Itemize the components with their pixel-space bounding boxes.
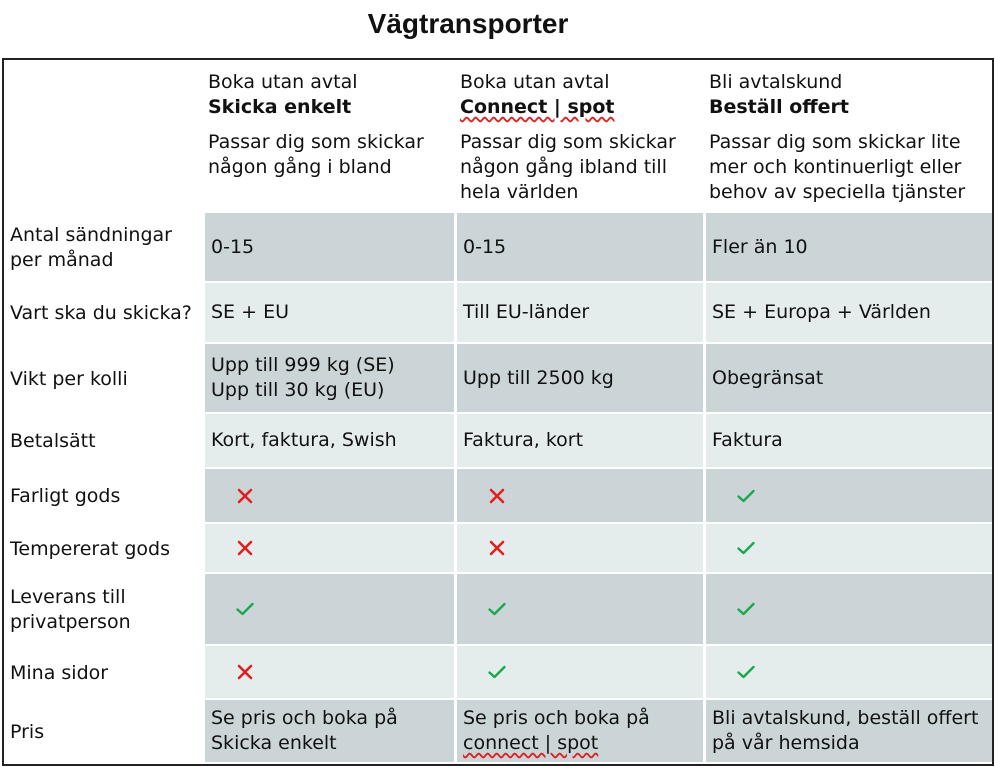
table-cell bbox=[703, 574, 992, 646]
cross-icon bbox=[235, 486, 255, 506]
page-title: Vägtransporter bbox=[367, 8, 569, 39]
table-cell bbox=[703, 469, 992, 524]
table-cell bbox=[454, 700, 703, 764]
table-cell bbox=[202, 700, 454, 764]
header-option-name: Connect | spot bbox=[460, 96, 615, 118]
table-cell bbox=[703, 700, 992, 764]
table-cell bbox=[454, 524, 703, 574]
header-connect-spot bbox=[454, 60, 703, 213]
cross-icon bbox=[235, 662, 255, 682]
check-icon bbox=[487, 599, 507, 619]
table-cell bbox=[202, 469, 454, 524]
table-cell bbox=[202, 574, 454, 646]
row-label: Leverans till privatperson bbox=[10, 586, 131, 633]
row-label: Mina sidor bbox=[10, 661, 109, 684]
header-subtitle: Bli avtalskund bbox=[709, 71, 843, 93]
table-cell bbox=[454, 574, 703, 646]
row-label: Pris bbox=[10, 720, 45, 743]
table-cell bbox=[454, 646, 703, 700]
row-label: Tempererat gods bbox=[10, 537, 170, 560]
check-icon bbox=[487, 662, 507, 682]
check-icon bbox=[736, 662, 756, 682]
cell-line: Upp till 30 kg (EU) bbox=[211, 379, 385, 401]
header-option-name: Beställ offert bbox=[709, 96, 850, 118]
row-label: Betalsätt bbox=[10, 430, 96, 452]
header-skicka-enkelt bbox=[202, 60, 454, 213]
cell-line: Skicka enkelt bbox=[211, 732, 337, 754]
table-cell: 0-15 bbox=[454, 213, 703, 283]
header-description: Passar dig som skickar någon gång i bland bbox=[208, 131, 424, 178]
cross-icon bbox=[487, 538, 507, 558]
header-subtitle: Boka utan avtal bbox=[208, 71, 358, 93]
cell-line: Se pris och boka på bbox=[211, 707, 398, 729]
row-label: Vart ska du skicka? bbox=[10, 302, 192, 324]
cell-line: Se pris och boka på bbox=[463, 707, 650, 729]
header-description: Passar dig som skickar lite mer och kontinuerligt eller behov av speciella tjänster bbox=[709, 131, 966, 203]
cell-line: Upp till 999 kg (SE) bbox=[211, 354, 395, 376]
table-cell: Kort, faktura, Swish bbox=[202, 414, 454, 469]
cell-line: på vår hemsida bbox=[712, 732, 860, 754]
table-cell: Till EU-länder bbox=[454, 283, 703, 344]
comparison-grid bbox=[4, 60, 992, 764]
table-cell bbox=[454, 469, 703, 524]
table-cell: Fler än 10 bbox=[703, 213, 992, 283]
header-option-name: Skicka enkelt bbox=[208, 96, 352, 118]
table-cell bbox=[202, 344, 454, 414]
cell-line: connect | spot bbox=[463, 732, 599, 754]
row-label: Farligt gods bbox=[10, 485, 121, 507]
table-cell: Faktura bbox=[703, 414, 992, 469]
table-cell: 0-15 bbox=[202, 213, 454, 283]
cross-icon bbox=[235, 538, 255, 558]
table-cell bbox=[202, 524, 454, 574]
header-empty-cell bbox=[4, 60, 202, 213]
table-cell: Faktura, kort bbox=[454, 414, 703, 469]
table-cell: Obegränsat bbox=[703, 344, 992, 414]
cell-line: Bli avtalskund, beställ offert bbox=[712, 707, 979, 729]
row-label: Antal sändningar per månad bbox=[10, 224, 172, 271]
check-icon bbox=[736, 599, 756, 619]
check-icon bbox=[235, 599, 255, 619]
table-cell: SE + EU bbox=[202, 283, 454, 344]
table-cell bbox=[703, 646, 992, 700]
table-cell: SE + Europa + Världen bbox=[703, 283, 992, 344]
check-icon bbox=[736, 486, 756, 506]
comparison-table bbox=[2, 58, 994, 766]
table-cell bbox=[202, 646, 454, 700]
header-subtitle: Boka utan avtal bbox=[460, 71, 610, 93]
table-cell: Upp till 2500 kg bbox=[454, 344, 703, 414]
check-icon bbox=[736, 538, 756, 558]
header-bestall-offert bbox=[703, 60, 992, 213]
row-label: Vikt per kolli bbox=[10, 367, 128, 390]
cross-icon bbox=[487, 486, 507, 506]
header-description: Passar dig som skickar någon gång ibland till hela världen bbox=[460, 131, 676, 203]
table-cell bbox=[703, 524, 992, 574]
